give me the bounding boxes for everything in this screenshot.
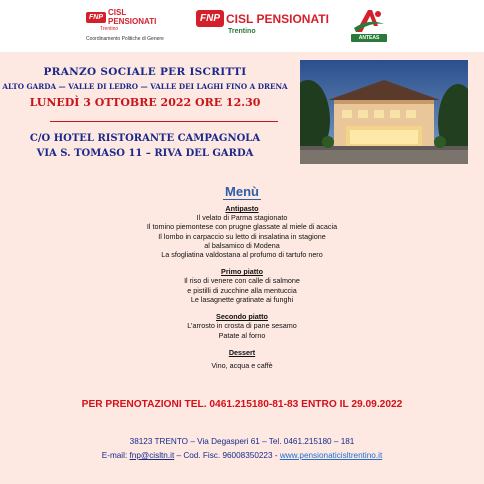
website-link[interactable]: www.pensionaticisltrentino.it <box>279 451 383 460</box>
fnp-badge: FNP <box>86 12 106 23</box>
menu-title: Menù <box>225 184 259 199</box>
booking-info: PER PRENOTAZIONI TEL. 0461.215180-81-83 ENTRO IL 29.09.2022 <box>81 399 403 410</box>
venue-name: C/O HOTEL RISTORANTE CAMPAGNOLA <box>29 133 261 144</box>
email-label: E-mail: <box>101 451 130 460</box>
section-antipasto: Antipasto <box>225 204 259 213</box>
footer-contacts <box>0 451 484 460</box>
menu-item: Le lasagnette gratinate ai funghi <box>190 295 294 305</box>
logo-name: CISL PENSIONATI <box>108 8 157 26</box>
divider-line <box>50 121 278 122</box>
menu-item: La sfogliatina valdostana al profumo di tartufo nero <box>161 250 323 260</box>
menu-item: Patate al forno <box>218 330 266 340</box>
anteas-label: ANTEAS <box>351 34 387 42</box>
menu-item: Il riso di venere con calle di salmone <box>184 276 300 286</box>
menu-item: Il tomino piemontese con prugne glassate al miele di acacia <box>146 222 338 232</box>
menu-section <box>0 184 484 370</box>
menu-item: al balsamico di Modena <box>204 240 280 250</box>
venue-address: VIA S. TOMASO 11 – RIVA DEL GARDA <box>36 148 254 159</box>
menu-item: Vino, acqua e caffè <box>211 360 273 370</box>
logo-name: CISL PENSIONATI <box>226 11 329 26</box>
logo-region: Trentino <box>228 28 256 35</box>
logo-anteas <box>348 6 390 46</box>
footer-address: 38123 TRENTO – Via Degasperi 61 – Tel. 0461.215180 – 181 <box>129 437 355 446</box>
event-title: PRANZO SOCIALE PER ISCRITTI <box>43 66 247 78</box>
menu-item: e pistilli di zucchine alla mentuccia <box>187 285 297 295</box>
section-primo: Primo piatto <box>221 267 263 277</box>
menu-item: L’arrosto in crosta di pane sesamo <box>187 321 297 331</box>
section-secondo: Secondo piatto <box>216 312 268 322</box>
fiscal-code: – Cod. Fisc. 96008350223 - <box>174 451 280 460</box>
header-bar <box>0 0 484 52</box>
event-date: LUNEDÌ 3 OTTOBRE 2022 ORE 12.30 <box>29 96 261 109</box>
menu-title-underline <box>223 199 261 200</box>
logo-fnp-coordinamento <box>86 8 176 44</box>
menu-item: Il lombo in carpaccio su letto di insalatina in stagione <box>158 231 326 241</box>
logo-coordination: Coordinamento Politiche di Genere <box>86 36 164 42</box>
hotel-photo <box>300 60 468 164</box>
email-link[interactable]: fnp@cisltn.it <box>129 451 175 460</box>
logo-fnp-cisl-pensionati <box>196 10 336 42</box>
event-areas: ALTO GARDA — VALLE DI LEDRO — VALLE DEI LAGHI FINO A DRENA <box>2 82 288 91</box>
logo-region: Trentino <box>100 26 119 32</box>
section-dessert: Dessert <box>228 347 256 357</box>
menu-item: Il velato di Parma stagionato <box>196 213 288 222</box>
event-info <box>0 66 290 159</box>
fnp-badge: FNP <box>196 10 224 27</box>
anteas-emblem-icon <box>348 6 390 36</box>
